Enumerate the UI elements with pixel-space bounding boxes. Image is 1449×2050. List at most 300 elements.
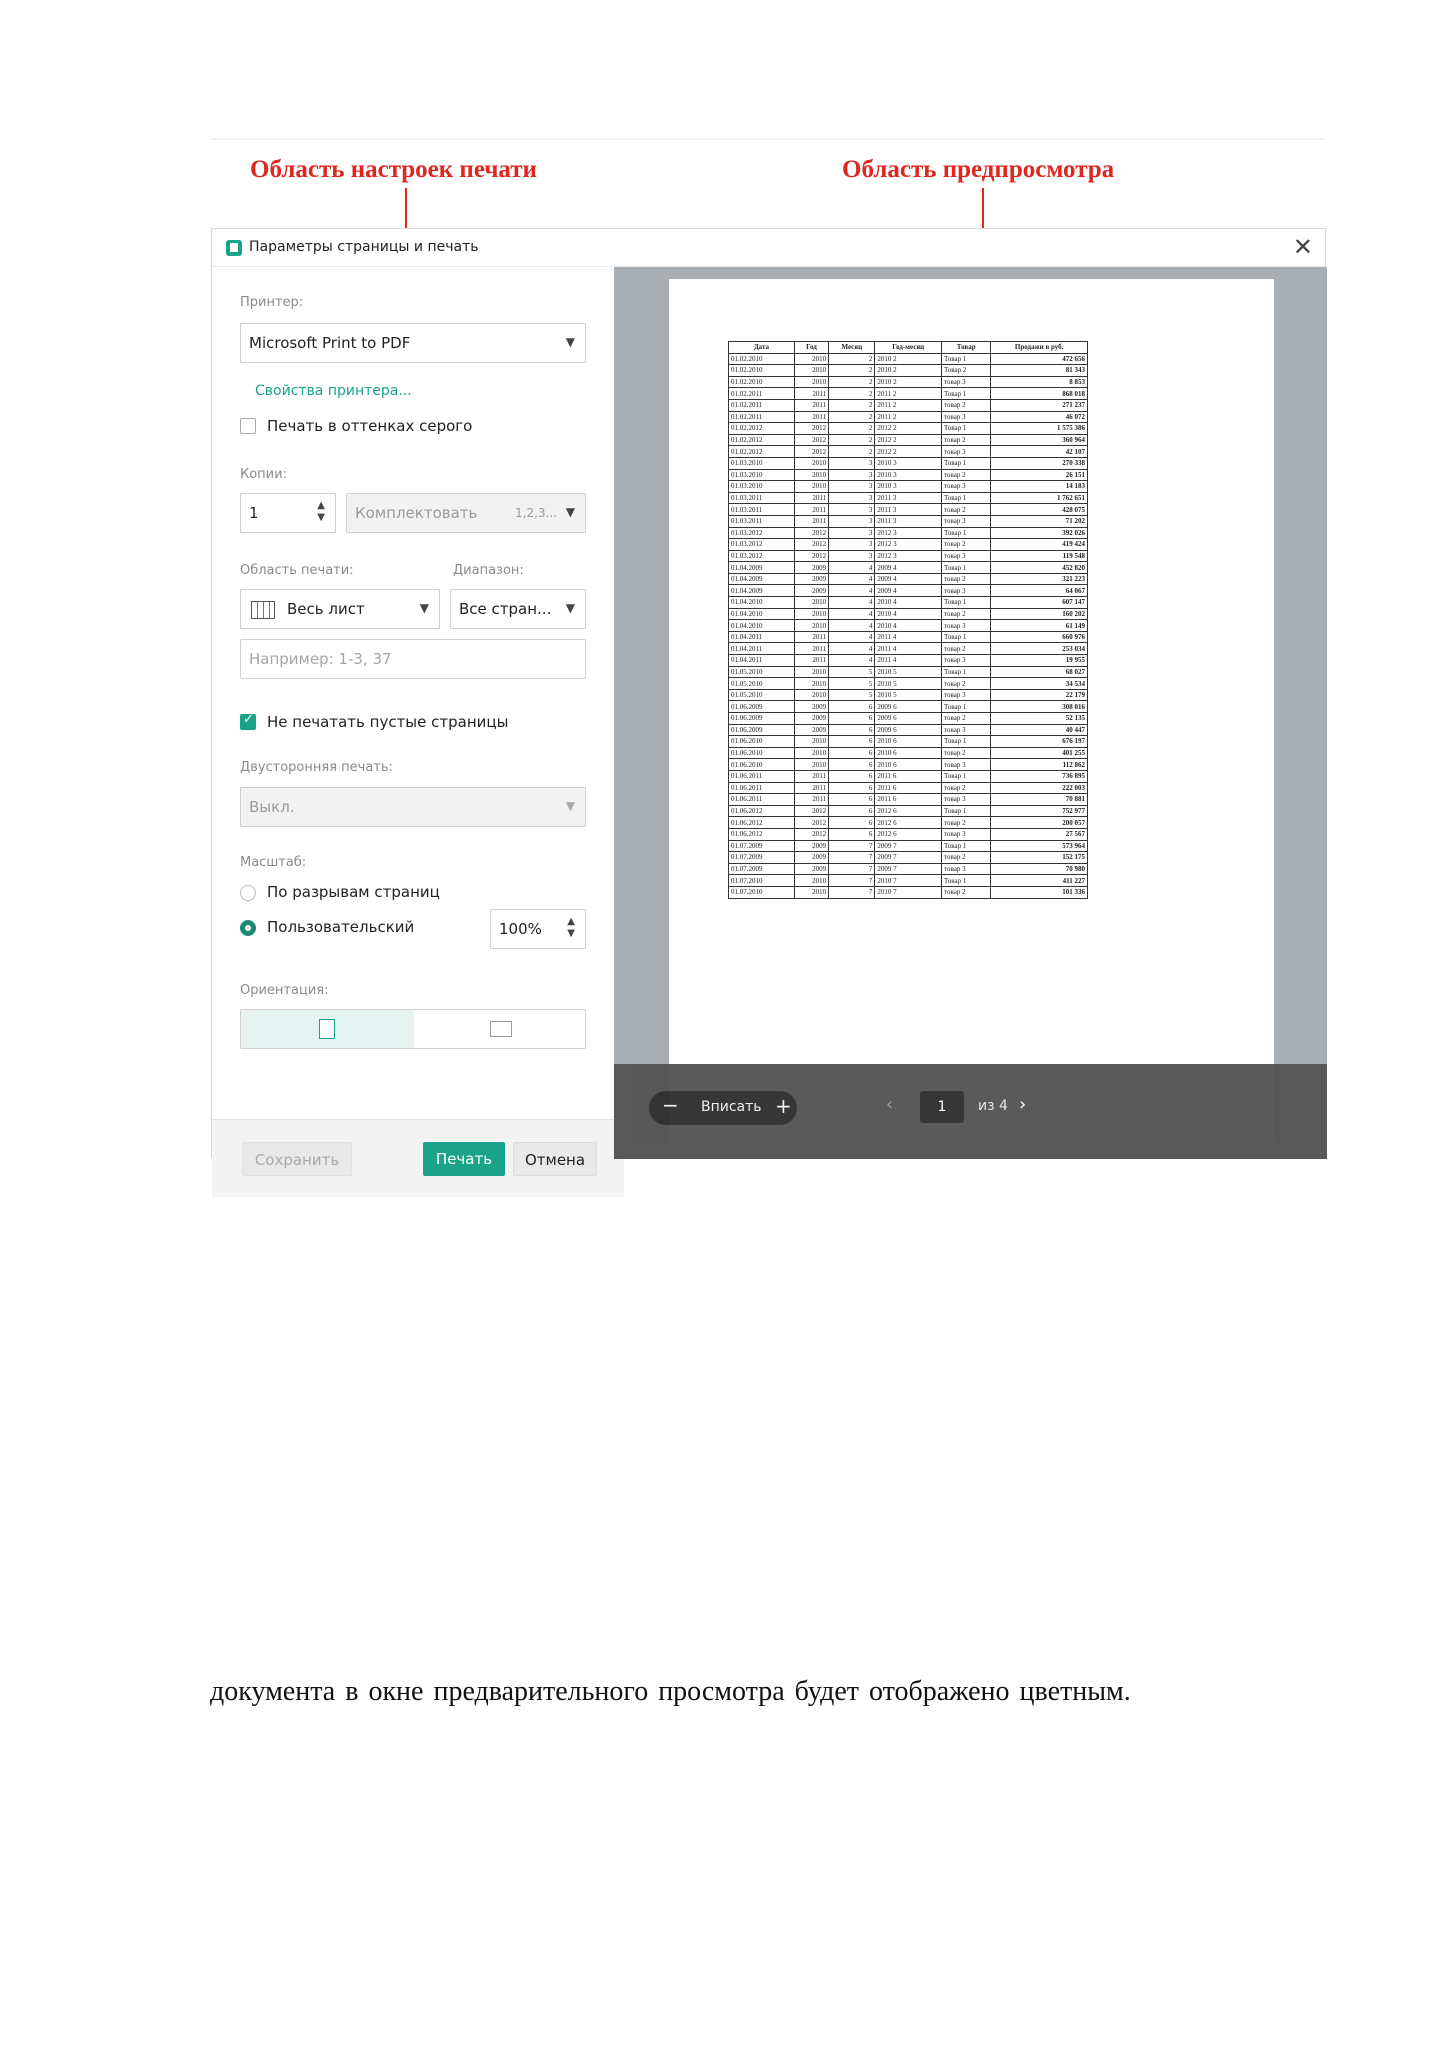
table-cell: 2010 3 bbox=[875, 457, 942, 469]
table-cell: товар 2 bbox=[942, 399, 991, 411]
table-cell: 2 bbox=[829, 388, 875, 400]
table-cell: 2010 bbox=[794, 620, 828, 632]
landscape-icon bbox=[490, 1021, 512, 1037]
table-row bbox=[729, 492, 1088, 504]
table-cell: 46 072 bbox=[991, 411, 1088, 423]
table-cell: товар 2 bbox=[942, 886, 991, 898]
table-cell: 01.02.2010 bbox=[729, 353, 795, 365]
print-settings-panel bbox=[212, 267, 624, 1169]
cancel-button[interactable]: Отмена bbox=[513, 1142, 597, 1176]
table-cell: 01.02.2011 bbox=[729, 399, 795, 411]
range-select[interactable] bbox=[450, 589, 586, 629]
table-cell: 2010 7 bbox=[875, 875, 942, 887]
table-cell: Товар 1 bbox=[942, 631, 991, 643]
table-row bbox=[729, 828, 1088, 840]
table-cell: 2010 5 bbox=[875, 666, 942, 678]
table-cell: Товар 1 bbox=[942, 492, 991, 504]
table-cell: 2011 3 bbox=[875, 515, 942, 527]
table-cell: 01.03.2012 bbox=[729, 539, 795, 551]
table-cell: 6 bbox=[829, 805, 875, 817]
table-cell: 2009 6 bbox=[875, 701, 942, 713]
table-row bbox=[729, 643, 1088, 655]
table-cell: 40 447 bbox=[991, 724, 1088, 736]
copies-label: Копии: bbox=[240, 467, 287, 482]
table-cell: 2 bbox=[829, 446, 875, 458]
table-header-cell: Год-месяц bbox=[875, 342, 942, 354]
table-row bbox=[729, 434, 1088, 446]
table-cell: 6 bbox=[829, 828, 875, 840]
print-preview-panel bbox=[614, 267, 1327, 1159]
table-cell: 01.02.2011 bbox=[729, 411, 795, 423]
table-cell: Товар 1 bbox=[942, 597, 991, 609]
table-cell: 3 bbox=[829, 457, 875, 469]
table-cell: 2009 bbox=[794, 701, 828, 713]
table-cell: 7 bbox=[829, 863, 875, 875]
table-cell: 2009 4 bbox=[875, 562, 942, 574]
table-cell: 01.03.2011 bbox=[729, 492, 795, 504]
scale-value: 100% bbox=[499, 920, 542, 938]
table-cell: 22 179 bbox=[991, 689, 1088, 701]
table-row bbox=[729, 515, 1088, 527]
table-cell: 2010 bbox=[794, 875, 828, 887]
table-row bbox=[729, 550, 1088, 562]
table-cell: 01.04.2009 bbox=[729, 585, 795, 597]
table-cell: 01.02.2012 bbox=[729, 434, 795, 446]
table-cell: 2011 6 bbox=[875, 770, 942, 782]
table-cell: 3 bbox=[829, 492, 875, 504]
table-row bbox=[729, 585, 1088, 597]
table-cell: 6 bbox=[829, 724, 875, 736]
dialog-footer bbox=[212, 1119, 624, 1197]
table-cell: Товар 1 bbox=[942, 353, 991, 365]
table-cell: 3 bbox=[829, 527, 875, 539]
orientation-portrait-button[interactable] bbox=[241, 1010, 414, 1048]
print-area-select[interactable] bbox=[240, 589, 440, 629]
table-cell: 01.03.2011 bbox=[729, 504, 795, 516]
orientation-label: Ориентация: bbox=[240, 983, 329, 998]
table-cell: товар 3 bbox=[942, 515, 991, 527]
table-cell: 2011 bbox=[794, 411, 828, 423]
stepper-arrows-icon: ▲ ▼ bbox=[317, 500, 325, 523]
table-cell: 2012 2 bbox=[875, 423, 942, 435]
table-cell: 01.02.2010 bbox=[729, 365, 795, 377]
table-cell: 2011 2 bbox=[875, 411, 942, 423]
table-row bbox=[729, 388, 1088, 400]
table-cell: 573 964 bbox=[991, 840, 1088, 852]
table-header-row bbox=[729, 342, 1088, 354]
table-cell: 01.04.2011 bbox=[729, 643, 795, 655]
table-cell: 01.03.2012 bbox=[729, 527, 795, 539]
table-row bbox=[729, 573, 1088, 585]
top-divider bbox=[210, 138, 1325, 140]
table-cell: 736 895 bbox=[991, 770, 1088, 782]
table-cell: товар 2 bbox=[942, 678, 991, 690]
table-cell: 2010 2 bbox=[875, 353, 942, 365]
table-row bbox=[729, 469, 1088, 481]
table-cell: Товар 1 bbox=[942, 562, 991, 574]
table-cell: 7 bbox=[829, 875, 875, 887]
table-cell: 01.03.2011 bbox=[729, 515, 795, 527]
print-area-value: Весь лист bbox=[287, 600, 365, 618]
table-cell: Товар 1 bbox=[942, 840, 991, 852]
table-cell: 01.03.2010 bbox=[729, 481, 795, 493]
table-cell: 868 018 bbox=[991, 388, 1088, 400]
page-number-input[interactable]: 1 bbox=[920, 1091, 964, 1123]
table-cell: 392 026 bbox=[991, 527, 1088, 539]
table-cell: 2012 bbox=[794, 434, 828, 446]
sheet-icon bbox=[251, 601, 275, 619]
table-cell: 3 bbox=[829, 469, 875, 481]
scale-option-custom-radio[interactable] bbox=[240, 920, 256, 936]
table-cell: 71 202 bbox=[991, 515, 1088, 527]
portrait-icon bbox=[319, 1019, 335, 1039]
table-cell: 2012 bbox=[794, 446, 828, 458]
table-cell: Товар 1 bbox=[942, 666, 991, 678]
table-cell: 2012 bbox=[794, 828, 828, 840]
table-cell: 200 057 bbox=[991, 817, 1088, 829]
table-cell: 2011 bbox=[794, 388, 828, 400]
table-cell: 6 bbox=[829, 747, 875, 759]
table-cell: 3 bbox=[829, 515, 875, 527]
table-row bbox=[729, 863, 1088, 875]
table-cell: 2009 4 bbox=[875, 585, 942, 597]
table-cell: 660 976 bbox=[991, 631, 1088, 643]
prev-page-button[interactable]: ‹ bbox=[886, 1094, 894, 1115]
table-cell: 81 343 bbox=[991, 365, 1088, 377]
table-cell: товар 2 bbox=[942, 852, 991, 864]
table-cell: товар 3 bbox=[942, 550, 991, 562]
table-cell: 2011 6 bbox=[875, 794, 942, 806]
table-cell: 01.06.2010 bbox=[729, 747, 795, 759]
table-cell: 26 151 bbox=[991, 469, 1088, 481]
save-button[interactable]: Сохранить bbox=[242, 1142, 352, 1176]
stepper-arrows-icon: ▲ ▼ bbox=[567, 916, 575, 939]
table-cell: 01.06.2011 bbox=[729, 770, 795, 782]
table-cell: 2 bbox=[829, 399, 875, 411]
next-page-button[interactable]: › bbox=[1019, 1094, 1027, 1115]
table-cell: 2009 bbox=[794, 573, 828, 585]
table-cell: 52 135 bbox=[991, 713, 1088, 725]
print-dialog bbox=[211, 228, 1326, 1169]
table-cell: 2010 bbox=[794, 736, 828, 748]
table-row bbox=[729, 597, 1088, 609]
table-cell: товар 2 bbox=[942, 608, 991, 620]
table-cell: 01.06.2010 bbox=[729, 759, 795, 771]
table-cell: 321 223 bbox=[991, 573, 1088, 585]
table-cell: 01.03.2010 bbox=[729, 457, 795, 469]
table-cell: товар 2 bbox=[942, 539, 991, 551]
table-cell: Товар 1 bbox=[942, 527, 991, 539]
table-cell: товар 2 bbox=[942, 782, 991, 794]
annotation-preview-area: Область предпросмотра bbox=[842, 156, 1115, 183]
table-cell: 01.02.2012 bbox=[729, 423, 795, 435]
table-cell: 01.05.2010 bbox=[729, 689, 795, 701]
table-cell: 01.07.2009 bbox=[729, 840, 795, 852]
pages-input[interactable] bbox=[240, 639, 586, 679]
table-row bbox=[729, 631, 1088, 643]
orientation-landscape-button[interactable] bbox=[414, 1010, 586, 1048]
table-cell: товар 3 bbox=[942, 411, 991, 423]
grayscale-checkbox[interactable] bbox=[240, 418, 256, 434]
duplex-value: Выкл. bbox=[249, 798, 295, 816]
table-cell: товар 2 bbox=[942, 434, 991, 446]
table-row bbox=[729, 655, 1088, 667]
chevron-down-icon: ▼ bbox=[565, 505, 575, 519]
table-cell: 6 bbox=[829, 759, 875, 771]
table-cell: 2009 bbox=[794, 863, 828, 875]
chevron-down-icon: ▼ bbox=[419, 601, 429, 615]
chevron-down-icon: ▼ bbox=[565, 335, 575, 349]
table-cell: 01.04.2011 bbox=[729, 631, 795, 643]
table-row bbox=[729, 689, 1088, 701]
table-cell: 2012 6 bbox=[875, 828, 942, 840]
table-cell: 2010 4 bbox=[875, 620, 942, 632]
table-cell: 253 034 bbox=[991, 643, 1088, 655]
table-cell: 2009 7 bbox=[875, 852, 942, 864]
table-cell: 42 107 bbox=[991, 446, 1088, 458]
table-row bbox=[729, 886, 1088, 898]
table-cell: 2009 bbox=[794, 585, 828, 597]
table-cell: 19 955 bbox=[991, 655, 1088, 667]
table-cell: 2010 bbox=[794, 481, 828, 493]
table-cell: Товар 1 bbox=[942, 457, 991, 469]
table-row bbox=[729, 527, 1088, 539]
zoom-in-button[interactable]: + bbox=[775, 1094, 792, 1118]
table-cell: 607 147 bbox=[991, 597, 1088, 609]
table-cell: 3 bbox=[829, 550, 875, 562]
table-cell: 4 bbox=[829, 631, 875, 643]
table-cell: 27 567 bbox=[991, 828, 1088, 840]
table-cell: 6 bbox=[829, 794, 875, 806]
table-cell: 2012 6 bbox=[875, 817, 942, 829]
table-cell: 2010 2 bbox=[875, 365, 942, 377]
table-cell: 419 424 bbox=[991, 539, 1088, 551]
table-cell: 2011 bbox=[794, 515, 828, 527]
printer-select[interactable] bbox=[240, 323, 586, 363]
table-cell: 01.06.2011 bbox=[729, 782, 795, 794]
table-cell: товар 2 bbox=[942, 713, 991, 725]
preview-table bbox=[728, 341, 1088, 899]
table-row bbox=[729, 399, 1088, 411]
table-cell: 01.06.2012 bbox=[729, 828, 795, 840]
table-cell: 428 075 bbox=[991, 504, 1088, 516]
duplex-label: Двусторонняя печать: bbox=[240, 760, 393, 775]
table-cell: 452 820 bbox=[991, 562, 1088, 574]
table-row bbox=[729, 666, 1088, 678]
dialog-title: Параметры страницы и печать bbox=[249, 239, 479, 255]
table-cell: 01.04.2011 bbox=[729, 655, 795, 667]
table-header-cell: Месяц bbox=[829, 342, 875, 354]
table-cell: 01.04.2010 bbox=[729, 597, 795, 609]
table-row bbox=[729, 411, 1088, 423]
table-cell: 01.07.2010 bbox=[729, 875, 795, 887]
print-button[interactable]: Печать bbox=[423, 1142, 505, 1176]
table-cell: 676 197 bbox=[991, 736, 1088, 748]
chevron-down-icon: ▼ bbox=[565, 799, 575, 813]
table-cell: 2012 3 bbox=[875, 527, 942, 539]
table-cell: 2011 bbox=[794, 770, 828, 782]
range-label: Диапазон: bbox=[453, 563, 524, 578]
table-row bbox=[729, 782, 1088, 794]
table-cell: 2011 bbox=[794, 399, 828, 411]
table-cell: 01.06.2009 bbox=[729, 701, 795, 713]
table-cell: 4 bbox=[829, 643, 875, 655]
close-icon[interactable]: ✕ bbox=[1292, 233, 1313, 261]
table-cell: 2012 3 bbox=[875, 539, 942, 551]
table-row bbox=[729, 794, 1088, 806]
table-cell: 2010 bbox=[794, 365, 828, 377]
table-cell: 2010 bbox=[794, 469, 828, 481]
table-cell: 2009 bbox=[794, 713, 828, 725]
table-cell: 2010 bbox=[794, 608, 828, 620]
table-cell: 2010 6 bbox=[875, 747, 942, 759]
table-cell: 6 bbox=[829, 782, 875, 794]
printer-properties-link[interactable]: Свойства принтера... bbox=[255, 383, 412, 399]
table-cell: 2009 7 bbox=[875, 863, 942, 875]
table-cell: 401 255 bbox=[991, 747, 1088, 759]
table-cell: 2012 bbox=[794, 550, 828, 562]
scale-option-custom-label: Пользовательский bbox=[267, 918, 415, 936]
table-cell: 152 175 bbox=[991, 852, 1088, 864]
table-cell: 61 149 bbox=[991, 620, 1088, 632]
table-row bbox=[729, 747, 1088, 759]
table-cell: 160 202 bbox=[991, 608, 1088, 620]
grayscale-label: Печать в оттенках серого bbox=[267, 417, 473, 435]
scale-stepper[interactable] bbox=[490, 909, 586, 949]
table-cell: 2 bbox=[829, 411, 875, 423]
table-cell: 2011 4 bbox=[875, 643, 942, 655]
table-cell: 4 bbox=[829, 608, 875, 620]
table-cell: Товар 1 bbox=[942, 805, 991, 817]
table-cell: 222 003 bbox=[991, 782, 1088, 794]
table-row bbox=[729, 840, 1088, 852]
preview-page bbox=[669, 279, 1274, 1143]
table-cell: 7 bbox=[829, 840, 875, 852]
table-cell: 2011 4 bbox=[875, 631, 942, 643]
table-row bbox=[729, 805, 1088, 817]
zoom-out-button[interactable]: − bbox=[662, 1093, 679, 1117]
table-cell: товар 3 bbox=[942, 724, 991, 736]
table-cell: 6 bbox=[829, 713, 875, 725]
table-cell: 2010 6 bbox=[875, 736, 942, 748]
table-cell: 2011 bbox=[794, 794, 828, 806]
table-cell: 01.02.2012 bbox=[729, 446, 795, 458]
table-cell: 2011 bbox=[794, 782, 828, 794]
table-cell: 6 bbox=[829, 770, 875, 782]
table-cell: товар 3 bbox=[942, 481, 991, 493]
table-cell: 2012 2 bbox=[875, 434, 942, 446]
table-cell: 2010 7 bbox=[875, 886, 942, 898]
preview-toolbar bbox=[614, 1064, 1327, 1159]
table-cell: Товар 1 bbox=[942, 875, 991, 887]
table-cell: 01.06.2010 bbox=[729, 736, 795, 748]
table-cell: 2010 4 bbox=[875, 597, 942, 609]
table-cell: 01.03.2010 bbox=[729, 469, 795, 481]
table-cell: 2010 2 bbox=[875, 376, 942, 388]
table-cell: 7 bbox=[829, 852, 875, 864]
table-cell: товар 3 bbox=[942, 759, 991, 771]
zoom-fit-button[interactable]: Вписать bbox=[701, 1099, 762, 1115]
collate-value: Комплектовать bbox=[355, 504, 478, 522]
table-row bbox=[729, 736, 1088, 748]
table-cell: 4 bbox=[829, 655, 875, 667]
table-cell: товар 3 bbox=[942, 446, 991, 458]
table-cell: 2012 6 bbox=[875, 805, 942, 817]
table-cell: 01.06.2012 bbox=[729, 817, 795, 829]
table-header-cell: Товар bbox=[942, 342, 991, 354]
table-cell: 4 bbox=[829, 620, 875, 632]
table-cell: 752 977 bbox=[991, 805, 1088, 817]
table-cell: 01.04.2009 bbox=[729, 562, 795, 574]
table-cell: 2010 bbox=[794, 759, 828, 771]
table-row bbox=[729, 620, 1088, 632]
table-cell: 4 bbox=[829, 597, 875, 609]
skip-blank-checkbox[interactable] bbox=[240, 714, 256, 730]
table-cell: 308 016 bbox=[991, 701, 1088, 713]
annotation-settings-area: Область настроек печати bbox=[250, 156, 537, 183]
table-cell: 68 027 bbox=[991, 666, 1088, 678]
pages-placeholder: Например: 1-3, 37 bbox=[249, 650, 392, 668]
table-cell: 2012 3 bbox=[875, 550, 942, 562]
table-cell: 2011 bbox=[794, 492, 828, 504]
table-cell: 01.06.2011 bbox=[729, 794, 795, 806]
body-caption: документа в окне предварительного просмотра будет отображено цветным. bbox=[210, 1676, 1131, 1707]
table-cell: 2011 3 bbox=[875, 492, 942, 504]
table-cell: 01.07.2009 bbox=[729, 852, 795, 864]
duplex-select[interactable] bbox=[240, 787, 586, 827]
table-row bbox=[729, 353, 1088, 365]
table-cell: 2010 5 bbox=[875, 689, 942, 701]
table-cell: Товар 1 bbox=[942, 736, 991, 748]
table-cell: 2011 6 bbox=[875, 782, 942, 794]
table-cell: товар 2 bbox=[942, 469, 991, 481]
table-cell: 2009 6 bbox=[875, 713, 942, 725]
table-cell: 2010 bbox=[794, 689, 828, 701]
skip-blank-label: Не печатать пустые страницы bbox=[267, 713, 509, 731]
table-cell: 70 881 bbox=[991, 794, 1088, 806]
table-cell: 271 237 bbox=[991, 399, 1088, 411]
copies-stepper[interactable] bbox=[240, 493, 336, 533]
table-cell: 6 bbox=[829, 817, 875, 829]
table-cell: 2012 bbox=[794, 527, 828, 539]
table-cell: 4 bbox=[829, 585, 875, 597]
table-cell: 270 338 bbox=[991, 457, 1088, 469]
table-row bbox=[729, 446, 1088, 458]
table-row bbox=[729, 539, 1088, 551]
table-cell: 2010 3 bbox=[875, 481, 942, 493]
table-cell: 01.02.2010 bbox=[729, 376, 795, 388]
table-cell: 2011 bbox=[794, 504, 828, 516]
scale-option-page-breaks-label: По разрывам страниц bbox=[267, 883, 440, 901]
scale-option-page-breaks-radio[interactable] bbox=[240, 885, 256, 901]
table-cell: Товар 1 bbox=[942, 423, 991, 435]
table-cell: 1 575 386 bbox=[991, 423, 1088, 435]
table-row bbox=[729, 365, 1088, 377]
table-cell: 4 bbox=[829, 573, 875, 585]
collate-select[interactable] bbox=[346, 493, 586, 533]
range-value: Все стран... bbox=[459, 600, 552, 618]
table-cell: 5 bbox=[829, 666, 875, 678]
table-cell: 01.04.2010 bbox=[729, 620, 795, 632]
table-cell: 472 656 bbox=[991, 353, 1088, 365]
table-cell: Товар 1 bbox=[942, 388, 991, 400]
table-cell: товар 3 bbox=[942, 794, 991, 806]
table-cell: 2010 bbox=[794, 747, 828, 759]
table-cell: 2009 bbox=[794, 852, 828, 864]
table-cell: 2009 7 bbox=[875, 840, 942, 852]
table-cell: товар 3 bbox=[942, 863, 991, 875]
table-row bbox=[729, 875, 1088, 887]
